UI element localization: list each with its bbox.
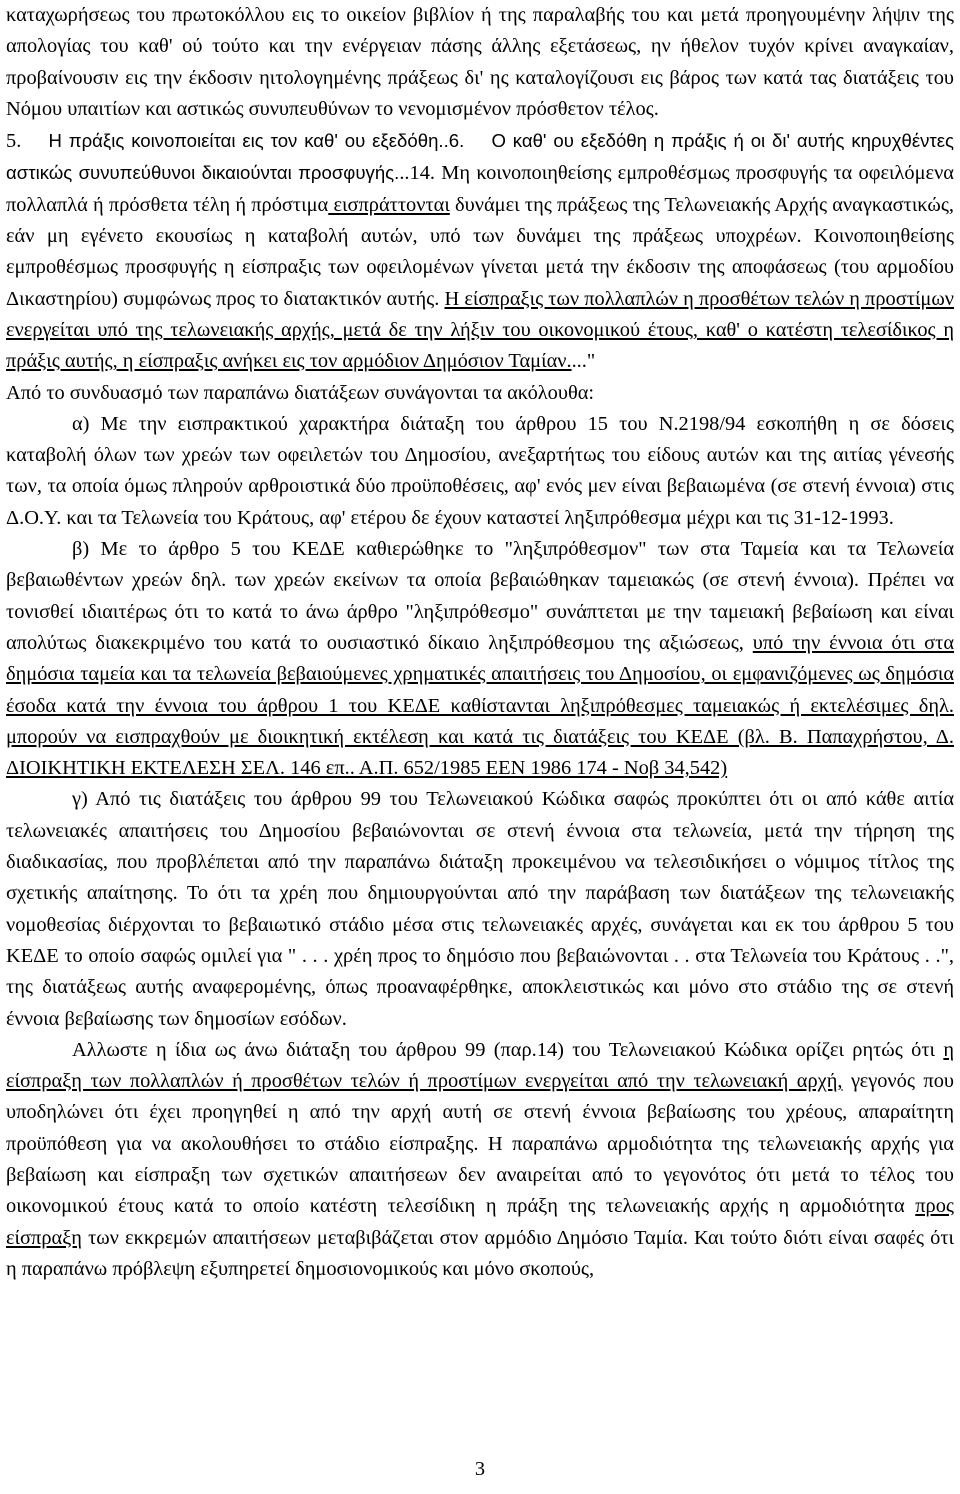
- quote-text: Μη κοινοποιηθείσης εμπροθέσμως προσφυγής τα οφειλόμενα πολλαπλά ή πρόσθετα τέλη ή πρόστιμα: [6, 162, 954, 216]
- body-text: β) Με το άρθρο 5 του ΚΕΔΕ καθιερώθηκε το "ληξιπρόθεσμον" των στα Ταμεία και τα Τελωνεία βεβαιωθέντων χρεών δηλ. των χρεών εκείνων τα οποία βεβαιώθηκαν ταμειακώς (σε στενή έννοια). Πρέπει να τονισθεί ιδιαιτέρως ότι το κατά το άνω άρθρο "ληξιπρόθεσμο" συνάπτεται με την ταμειακή βεβαίωση και είναι απολύτως διακεκριμένο του κατά το ουσιαστικό δίκαιο ληξιπρόθεσμου της αξιώσεως,: [6, 538, 954, 654]
- point-a-paragraph: α) Με την εισπρακτικού χαρακτήρα διάταξη του άρθρου 15 του Ν.2198/94 εσκοπήθη η σε δόσεις καταβολή όλων των χρεών των οφειλετών του Δημοσίου, ανεξαρτήτως του είδους αυτών και της αιτίας γένεσής των, τα οποία όμως πληρούν αρθροιστικά δύο προϋποθέσεις, αφ' ενός μεν είναι βεβαιωμένα (σε στενή έννοια) στις Δ.Ο.Υ. και τα Τελωνεία του Κράτους, αφ' ετέρου δε έχουν καταστεί ληξιπρόθεσμα μέχρι και τις 31-12-1993.: [6, 412, 954, 529]
- underlined-text: εισπράττονται: [328, 193, 450, 216]
- quote-text: Ο καθ' ου εξεδόθη η πράξις ή οι δι' αυτής κηρυχθέντες αστικώς συνυπεύθυνοι δικαιούνται προσφυγής.: [6, 130, 955, 184]
- article-99-paragraph: [6, 1035, 954, 1285]
- item-number: 5.: [6, 130, 22, 153]
- summary-intro: Από το συνδυασμό των παραπάνω διατάξεων συνάγονται τα ακόλουθα:: [6, 381, 595, 404]
- body-text: των εκκρεμών απαιτήσεων μεταβιβάζεται στον αρμόδιο Δημόσιο Ταμία. Και τούτο διότι είναι σαφές ότι η παραπάνω πρόβλεψη εξυπηρετεί δημοσιονομικούς και μόνο σκοπούς,: [6, 1226, 954, 1280]
- quote-end: ...": [571, 350, 596, 373]
- underlined-text: προς είσπραξη: [6, 1195, 954, 1249]
- point-b-paragraph: [6, 534, 954, 784]
- underlined-text: Η είσπραξις των πολλαπλών η προσθέτων τελών η προστίμων ενεργείται υπό της τελωνειακής αρχής, μετά δε την λήξιν του οικονομικού έτους, καθ' ο κατέστη τελεσίδικος η πράξις αυτής, η είσπραξις ανήκει εις τον αρμόδιον Δημόσιον Ταμίαν.: [6, 287, 954, 373]
- underlined-text: υπό την έννοια ότι στα: [752, 631, 955, 654]
- document-body: [6, 0, 954, 1285]
- quote-text: δυνάμει της πράξεως της Τελωνειακής Αρχής αναγκαστικώς, εάν μη εγένετο εκουσίως η καταβολή αυτών, υπό των δυνάμει της πράξεως υποχρέων. Κοινοποιηθείσης εμπροθέσμως προσφυγής η είσπραξις των οφειλομένων γίνεται μετά την έκδοσιν της αποφάσεως (του αρμοδίου Δικαστηρίου) συμφώνως προς το διατακτικόν αυτής.: [6, 193, 954, 310]
- body-text: Αλλωστε η ίδια ως άνω διάταξη του άρθρου 99 (παρ.14) του Τελωνειακού Κώδικα ορίζει ρητώς ότι: [72, 1038, 944, 1061]
- quote-text: Η πράξις κοινοποιείται εις τον καθ' ου εξεδόθη.: [48, 130, 444, 152]
- item-number: .6.: [443, 130, 465, 152]
- underlined-text: η είσπραξη των πολλαπλών ή προσθέτων τελών ή προστίμων ενεργείται από την τελωνειακή αρχή,: [6, 1038, 954, 1093]
- point-c-paragraph: γ) Από τις διατάξεις του άρθρου 99 του Τελωνειακού Κώδικα σαφώς προκύπτει ότι οι από κάθε αιτία τελωνειακές απαιτήσεις του Δημοσίου βεβαιώνονται σε στενή έννοια στα τελωνεία, μετά την τήρηση της διαδικασίας, που προβλέπεται από την παραπάνω διάταξη προκειμένου να τελεσιδικήσει ο νόμιμος τίτλος της σχετικής απαίτησης. Το ότι τα χρέη που δημιουργούνται από την παράβαση των διατάξεων της τελωνειακής νομοθεσίας διέρχονται το βεβαιωτικό στάδιο μέσα στις τελωνειακές αρχές, συνάγεται και εκ του άρθρου 5 του ΚΕΔΕ το οποίο σαφώς ομιλεί για " . . . χρέη προς το δημόσιο που βεβαιώνονται . . στα Τελωνεία του Κράτους . .", της διατάξεως αυτής αναφερομένης, όπως προαναφέρθηκε, αποκλειστικώς και μόνο στο στάδιο της σε στενή έννοια βεβαίωσης των δημοσίων εσόδων.: [6, 788, 954, 1030]
- page-number: 3: [474, 1458, 486, 1480]
- legal-quote-paragraph: [6, 0, 954, 378]
- item-number: ..14.: [399, 162, 435, 185]
- quote-text: καταχωρήσεως του πρωτοκόλλου εις το οικείον βιβλίον ή της παραλαβής του και μετά προηγουμένην λήψιν της απολογίας του καθ' ού τούτο και την ενέργειαν πάσης άλλης εξετάσεως, ην ήθελον τυχόν κρίνει αναγκαίαν, προβαίνουσιν εις την έκδοσιν ηιτολογημένης πράξεως δι' ης καταλογίζουσι εις βάρος των κατά τας διατάξεις του Νόμου υπαιτίων και αστικώς συνυπευθύνων το νενομισμένον πρόσθετον τέλος.: [6, 4, 954, 120]
- underlined-text: δημόσια ταμεία και τα τελωνεία βεβαιούμενες χρηματικές απαιτήσεις του Δημοσίου, οι εμφανιζόμενες ως δημόσια έσοδα κατά την έννοια του άρθρου 1 του ΚΕΔΕ καθίστανται ληξιπρόθεσμες ταμειακώς ή εκτελέσιμες δηλ. μπορούν να εισπραχθούν με διοικητική εκτέλεση και κατά τις διατάξεις του ΚΕΔΕ (βλ. Β. Παπαχρήστου, Δ. ΔΙΟΙΚΗΤΙΚΗ ΕΚΤΕΛΕΣΗ ΣΕΛ. 146 επ.. Α.Π. 652/1985 ΕΕΝ 1986 174 - Νοβ 34,542): [6, 663, 954, 780]
- body-text: γεγονός που υποδηλώνει ότι έχει προηγηθεί η από την αρχή αυτή σε στενή έννοια βεβαίωσης του χρέους, απαραίτητη προϋπόθεση για να ακολουθήσει το στάδιο είσπραξης. Η παραπάνω αρμοδιότητα της τελωνειακής αρχής για βεβαίωση και είσπραξη των σχετικών απαιτήσεων δεν αναιρείται από το γεγονότος ότι μετά το τέλος του οικονομικού έτους κατά το οποίο κατέστη τελεσίδικη η πράξη της τελωνειακής αρχής η αρμοδιότητα: [6, 1070, 954, 1218]
